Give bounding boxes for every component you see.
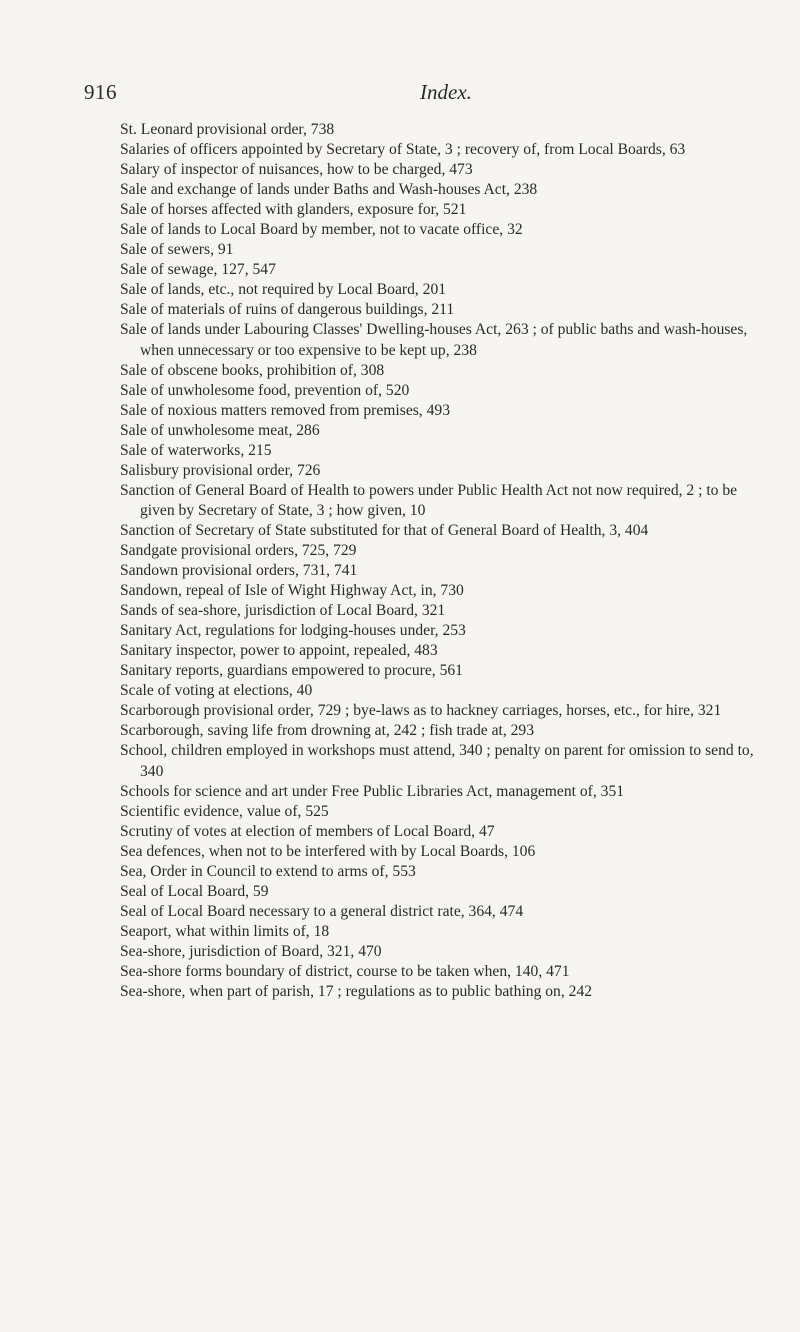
index-entry: Sale of unwholesome meat, 286 bbox=[120, 421, 320, 439]
index-entry: Salary of inspector of nuisances, how to be charged, 473 bbox=[120, 161, 473, 179]
index-entry: Scrutiny of votes at election of members of Local Board, 47 bbox=[120, 822, 495, 840]
index-entry: Sale of lands, etc., not required by Local Board, 201 bbox=[120, 281, 447, 299]
index-entry: Sale and exchange of lands under Baths and Wash-houses Act, 238 bbox=[120, 181, 538, 199]
index-entry: Sale of lands under Labouring Classes' Dwelling-houses Act, 263 ; of public baths and wash-houses, when unnecessary or too expensive to be kept up, 238 bbox=[120, 321, 748, 359]
index-entry: Sandown, repeal of Isle of Wight Highway Act, in, 730 bbox=[120, 582, 464, 600]
index-entry: Sea-shore forms boundary of district, course to be taken when, 140, 471 bbox=[120, 962, 570, 980]
index-entry: Sanitary Act, regulations for lodging-houses under, 253 bbox=[120, 622, 466, 640]
index-entry: Sands of sea-shore, jurisdiction of Local Board, 321 bbox=[120, 602, 446, 620]
index-entry: Sea, Order in Council to extend to arms of, 553 bbox=[120, 862, 416, 880]
page-header bbox=[84, 80, 744, 110]
index-entry: Seal of Local Board, 59 bbox=[120, 882, 269, 900]
index-entry: Sale of horses affected with glanders, exposure for, 521 bbox=[120, 201, 467, 219]
index-entry: Sale of noxious matters removed from premises, 493 bbox=[120, 401, 450, 419]
index-entry: Sanitary inspector, power to appoint, repealed, 483 bbox=[120, 642, 438, 660]
index-entry: Sale of waterworks, 215 bbox=[120, 441, 272, 459]
index-entry: Salaries of officers appointed by Secretary of State, 3 ; recovery of, from Local Boards, 63 bbox=[120, 141, 686, 159]
index-entry: Sanction of General Board of Health to powers under Public Health Act not now required, 2 ; to be given by Secretary of State, 3 ; how given, 10 bbox=[120, 481, 738, 519]
page-number: 916 bbox=[84, 80, 117, 104]
index-entry: Sea-shore, when part of parish, 17 ; regulations as to public bathing on, 242 bbox=[120, 983, 593, 1001]
index-entry: Sandown provisional orders, 731, 741 bbox=[120, 562, 358, 580]
index-entry: Sale of sewage, 127, 547 bbox=[120, 261, 276, 279]
index-entry: Sea defences, when not to be interfered with by Local Boards, 106 bbox=[120, 842, 536, 860]
index-entry: Scarborough, saving life from drowning at, 242 ; fish trade at, 293 bbox=[120, 722, 535, 740]
index-entry: Sale of sewers, 91 bbox=[120, 241, 234, 259]
index-entry: Schools for science and art under Free Public Libraries Act, management of, 351 bbox=[120, 782, 625, 800]
index-entry: Scale of voting at elections, 40 bbox=[120, 682, 313, 700]
index-entry: Scientific evidence, value of, 525 bbox=[120, 802, 329, 820]
index-entries bbox=[120, 120, 765, 1002]
index-entry: Sale of unwholesome food, prevention of, 520 bbox=[120, 381, 410, 399]
index-entry: Sale of materials of ruins of dangerous buildings, 211 bbox=[120, 301, 455, 319]
index-entry: Sea-shore, jurisdiction of Board, 321, 470 bbox=[120, 942, 382, 960]
index-entry: Scarborough provisional order, 729 ; bye-laws as to hackney carriages, horses, etc., for hire, 321 bbox=[120, 702, 722, 720]
index-entry: Sanitary reports, guardians empowered to procure, 561 bbox=[120, 662, 463, 680]
index-entry: Sale of lands to Local Board by member, not to vacate office, 32 bbox=[120, 221, 523, 239]
index-entry: School, children employed in workshops must attend, 340 ; penalty on parent for omission to send to, 340 bbox=[120, 742, 754, 780]
index-entry: Sale of obscene books, prohibition of, 308 bbox=[120, 361, 385, 379]
running-title: Index. bbox=[420, 80, 472, 104]
index-entry: Sandgate provisional orders, 725, 729 bbox=[120, 541, 357, 559]
index-entry: Seal of Local Board necessary to a general district rate, 364, 474 bbox=[120, 902, 524, 920]
index-entry: Salisbury provisional order, 726 bbox=[120, 461, 321, 479]
index-entry: Seaport, what within limits of, 18 bbox=[120, 922, 330, 940]
index-entry: St. Leonard provisional order, 738 bbox=[120, 121, 335, 138]
index-entry: Sanction of Secretary of State substituted for that of General Board of Health, 3, 404 bbox=[120, 521, 649, 539]
